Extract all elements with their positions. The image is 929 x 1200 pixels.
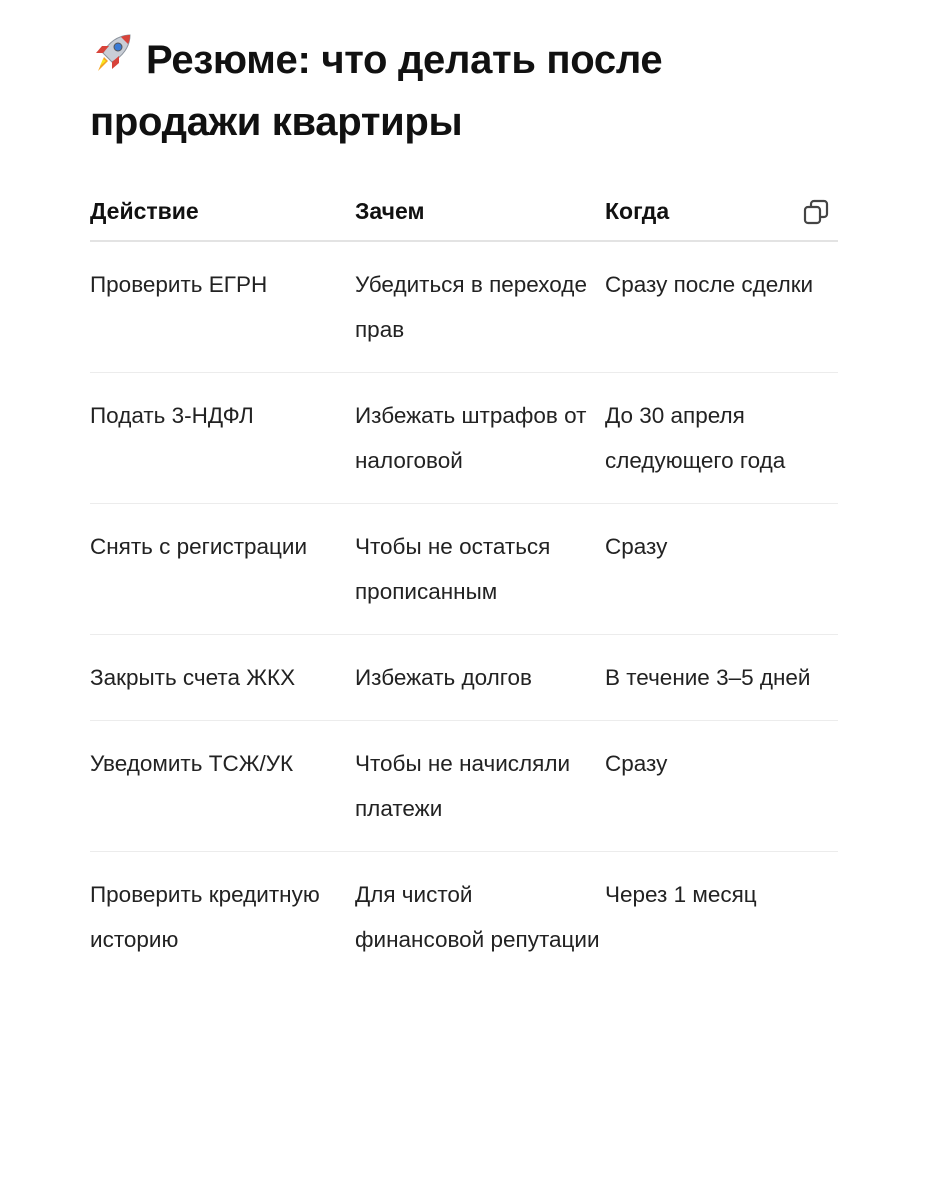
- table-row: [90, 373, 838, 504]
- cell-action: Проверить кредитную историю: [90, 882, 320, 952]
- cell-when: Сразу: [605, 504, 838, 635]
- table-header-row: [90, 182, 838, 241]
- cell-when: До 30 апреля следующего года: [605, 373, 838, 504]
- table-row: [90, 852, 838, 983]
- table-row: [90, 241, 838, 373]
- table-row: [90, 504, 838, 635]
- cell-why: Для чистой финансовой репутации: [355, 882, 600, 952]
- column-header-why: Зачем: [355, 182, 605, 241]
- cell-when: В течение 3–5 дней: [605, 635, 838, 721]
- cell-when: Сразу: [605, 721, 838, 852]
- column-header-action: Действие: [90, 182, 355, 241]
- rocket-icon: [90, 31, 134, 92]
- cell-when: Сразу после сделки: [605, 241, 838, 373]
- cell-why: Чтобы не начисляли платежи: [355, 721, 605, 852]
- copy-icon[interactable]: [802, 198, 830, 226]
- page-title-text: Резюме: что делать после продажи квартиры: [90, 38, 663, 144]
- cell-why: Избежать штрафов от налоговой: [355, 373, 605, 504]
- column-header-when: [605, 182, 838, 241]
- content: [90, 30, 838, 982]
- cell-action: Уведомить ТСЖ/УК: [90, 721, 355, 852]
- cell-action: Снять с регистрации: [90, 504, 355, 635]
- cell-why: Чтобы не остаться прописанным: [355, 504, 605, 635]
- cell-why: Избежать долгов: [355, 635, 605, 721]
- column-header-when-label: Когда: [605, 197, 670, 224]
- cell-why: Убедиться в переходе прав: [355, 241, 605, 373]
- cell-action: Подать 3-НДФЛ: [90, 373, 355, 504]
- cell-when: Через 1 месяц: [605, 882, 757, 907]
- summary-table: [90, 182, 838, 982]
- table-row: [90, 635, 838, 721]
- page-title: [90, 30, 838, 152]
- cell-action: Закрыть счета ЖКХ: [90, 635, 355, 721]
- cell-action: Проверить ЕГРН: [90, 241, 355, 373]
- table-row: [90, 721, 838, 852]
